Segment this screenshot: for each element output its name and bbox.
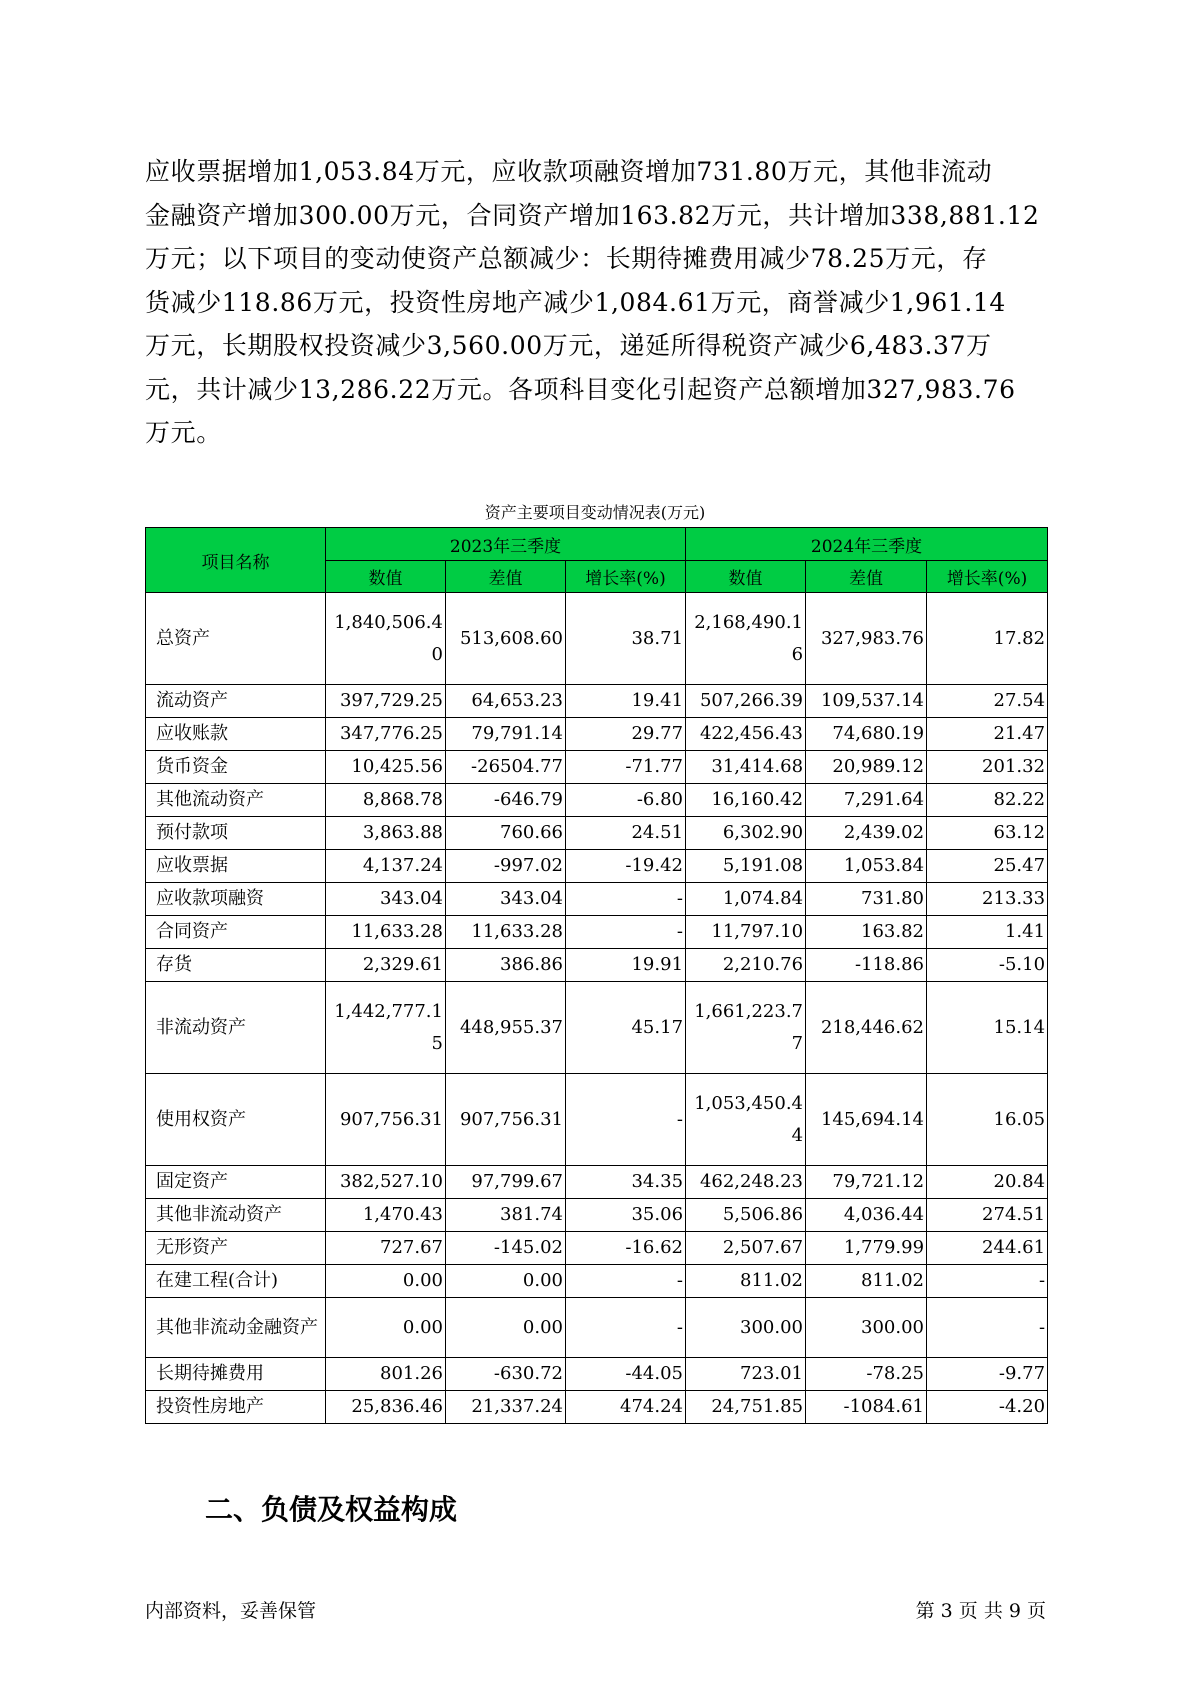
row-cell-d23: 11,633.28 [446,916,566,949]
row-cell-r24: 21.47 [927,718,1048,751]
row-cell-r24: 274.51 [927,1199,1048,1232]
table-row [146,1199,1048,1232]
row-cell-v24: 723.01 [686,1358,806,1391]
row-item-name: 在建工程(合计) [146,1265,326,1298]
rate-header: 增长率(%) [566,561,686,593]
row-cell-d23: 343.04 [446,883,566,916]
row-item-name: 其他非流动资产 [146,1199,326,1232]
period-2023-header: 2023年三季度 [326,528,686,561]
row-item-name: 应收账款 [146,718,326,751]
row-cell-r23: 34.35 [566,1166,686,1199]
row-cell-r24: 1.41 [927,916,1048,949]
row-cell-d23: 97,799.67 [446,1166,566,1199]
row-cell-r23: -6.80 [566,784,686,817]
row-cell-d23: -630.72 [446,1358,566,1391]
row-cell-d24: 109,537.14 [806,685,927,718]
table-row [146,718,1048,751]
row-cell-r23: -71.77 [566,751,686,784]
row-cell-d23: 0.00 [446,1298,566,1358]
row-cell-v23: 397,729.25 [326,685,446,718]
row-cell-v23: 8,868.78 [326,784,446,817]
row-cell-v23: 10,425.56 [326,751,446,784]
row-cell-d24: 7,291.64 [806,784,927,817]
header-row-periods [146,528,1048,561]
row-cell-v23: 1,442,777.15 [326,982,446,1074]
row-cell-v24: 16,160.42 [686,784,806,817]
row-cell-r24: 25.47 [927,850,1048,883]
row-cell-d23: -26504.77 [446,751,566,784]
row-cell-v24: 6,302.90 [686,817,806,850]
row-cell-v24: 5,506.86 [686,1199,806,1232]
row-cell-d23: 907,756.31 [446,1074,566,1166]
row-cell-r23: -44.05 [566,1358,686,1391]
paragraph-line: 万元。 [145,418,222,447]
row-cell-v23: 1,840,506.40 [326,593,446,685]
row-cell-r23: - [566,1265,686,1298]
row-cell-v23: 1,470.43 [326,1199,446,1232]
row-cell-d24: -78.25 [806,1358,927,1391]
row-item-name: 长期待摊费用 [146,1358,326,1391]
row-cell-v24: 300.00 [686,1298,806,1358]
row-item-name: 无形资产 [146,1232,326,1265]
row-cell-d24: 79,721.12 [806,1166,927,1199]
row-cell-d24: 163.82 [806,916,927,949]
row-item-name: 固定资产 [146,1166,326,1199]
row-cell-r24: 20.84 [927,1166,1048,1199]
row-cell-d23: 448,955.37 [446,982,566,1074]
row-cell-v23: 347,776.25 [326,718,446,751]
row-cell-v24: 507,266.39 [686,685,806,718]
row-cell-v23: 382,527.10 [326,1166,446,1199]
row-cell-d23: -646.79 [446,784,566,817]
row-cell-v23: 25,836.46 [326,1391,446,1424]
row-cell-d23: 386.86 [446,949,566,982]
row-cell-r24: 16.05 [927,1074,1048,1166]
table-row [146,784,1048,817]
row-cell-v24: 1,074.84 [686,883,806,916]
row-cell-r24: 213.33 [927,883,1048,916]
row-cell-d23: 381.74 [446,1199,566,1232]
row-cell-v24: 1,661,223.77 [686,982,806,1074]
asset-change-table [145,527,1048,1424]
row-item-name: 应收款项融资 [146,883,326,916]
row-cell-r23: - [566,916,686,949]
row-cell-v23: 4,137.24 [326,850,446,883]
row-cell-v24: 11,797.10 [686,916,806,949]
row-item-name: 存货 [146,949,326,982]
row-cell-d24: 1,779.99 [806,1232,927,1265]
row-cell-v23: 907,756.31 [326,1074,446,1166]
row-cell-r24: 63.12 [927,817,1048,850]
table-row [146,1232,1048,1265]
value-header: 数值 [326,561,446,593]
row-cell-v24: 811.02 [686,1265,806,1298]
row-item-name: 投资性房地产 [146,1391,326,1424]
row-cell-v23: 0.00 [326,1265,446,1298]
row-cell-v24: 462,248.23 [686,1166,806,1199]
row-cell-d24: 811.02 [806,1265,927,1298]
row-cell-d23: 0.00 [446,1265,566,1298]
row-cell-d23: 64,653.23 [446,685,566,718]
row-cell-d24: 145,694.14 [806,1074,927,1166]
table-caption: 资产主要项目变动情况表(万元) [484,503,706,522]
value-header: 数值 [686,561,806,593]
row-cell-v23: 343.04 [326,883,446,916]
table-body [146,593,1048,1424]
row-cell-d24: -118.86 [806,949,927,982]
table-row [146,1298,1048,1358]
row-item-name: 非流动资产 [146,982,326,1074]
item-name-header: 项目名称 [146,528,326,593]
table-row [146,949,1048,982]
row-cell-r24: -5.10 [927,949,1048,982]
row-cell-r23: - [566,1074,686,1166]
section-heading: 二、负债及权益构成 [205,1493,458,1526]
row-cell-r24: -4.20 [927,1391,1048,1424]
row-cell-d24: 327,983.76 [806,593,927,685]
row-cell-v24: 2,210.76 [686,949,806,982]
body-paragraph [145,150,1045,455]
paragraph-line: 元，共计减少13,286.22万元。各项科目变化引起资产总额增加327,983.76 [145,374,1016,404]
row-cell-v23: 801.26 [326,1358,446,1391]
row-cell-r23: -19.42 [566,850,686,883]
row-cell-r23: 19.91 [566,949,686,982]
row-cell-r23: 38.71 [566,593,686,685]
table-row [146,751,1048,784]
row-cell-r23: 45.17 [566,982,686,1074]
row-cell-r23: - [566,883,686,916]
row-cell-r23: 19.41 [566,685,686,718]
row-item-name: 合同资产 [146,916,326,949]
row-cell-d24: 2,439.02 [806,817,927,850]
paragraph-line: 万元，长期股权投资减少3,560.00万元，递延所得税资产减少6,483.37万 [145,331,992,360]
row-cell-r23: - [566,1298,686,1358]
row-cell-d24: 218,446.62 [806,982,927,1074]
row-item-name: 预付款项 [146,817,326,850]
row-cell-d24: 4,036.44 [806,1199,927,1232]
row-cell-v24: 24,751.85 [686,1391,806,1424]
row-cell-v23: 11,633.28 [326,916,446,949]
row-cell-r24: 244.61 [927,1232,1048,1265]
row-cell-r24: 27.54 [927,685,1048,718]
paragraph-line: 应收票据增加1,053.84万元，应收款项融资增加731.80万元，其他非流动 [145,157,993,186]
table-row [146,1358,1048,1391]
table-row [146,1074,1048,1166]
row-cell-d24: 731.80 [806,883,927,916]
row-cell-v24: 2,507.67 [686,1232,806,1265]
row-cell-d23: -145.02 [446,1232,566,1265]
table-row [146,1265,1048,1298]
row-item-name: 货币资金 [146,751,326,784]
row-cell-v24: 31,414.68 [686,751,806,784]
footer-page-number: 第 3 页 共 9 页 [915,1600,1046,1622]
row-cell-v24: 5,191.08 [686,850,806,883]
row-cell-v23: 727.67 [326,1232,446,1265]
diff-header: 差值 [446,561,566,593]
row-cell-r24: - [927,1265,1048,1298]
table-row [146,817,1048,850]
table-row [146,685,1048,718]
rate-header: 增长率(%) [927,561,1048,593]
row-item-name: 应收票据 [146,850,326,883]
row-cell-r24: 82.22 [927,784,1048,817]
row-cell-d24: 1,053.84 [806,850,927,883]
row-cell-r24: 15.14 [927,982,1048,1074]
row-cell-d23: 760.66 [446,817,566,850]
row-cell-v24: 1,053,450.44 [686,1074,806,1166]
row-cell-r23: 24.51 [566,817,686,850]
table-row [146,982,1048,1074]
row-item-name: 其他非流动金融资产 [146,1298,326,1358]
paragraph-line: 万元；以下项目的变动使资产总额减少：长期待摊费用减少78.25万元，存 [145,244,988,273]
table-row [146,593,1048,685]
row-cell-v23: 2,329.61 [326,949,446,982]
row-cell-v24: 422,456.43 [686,718,806,751]
table-row [146,1391,1048,1424]
table-row [146,850,1048,883]
row-cell-r23: 35.06 [566,1199,686,1232]
row-item-name: 流动资产 [146,685,326,718]
row-cell-d23: 21,337.24 [446,1391,566,1424]
row-item-name: 其他流动资产 [146,784,326,817]
table-row [146,883,1048,916]
diff-header: 差值 [806,561,927,593]
row-cell-v23: 0.00 [326,1298,446,1358]
row-cell-r24: 201.32 [927,751,1048,784]
row-cell-r23: -16.62 [566,1232,686,1265]
row-cell-d24: 20,989.12 [806,751,927,784]
table-row [146,1166,1048,1199]
row-item-name: 使用权资产 [146,1074,326,1166]
row-cell-d23: 79,791.14 [446,718,566,751]
period-2024-header: 2024年三季度 [686,528,1048,561]
row-cell-r23: 29.77 [566,718,686,751]
row-cell-d24: 300.00 [806,1298,927,1358]
table-row [146,916,1048,949]
row-cell-r24: -9.77 [927,1358,1048,1391]
row-item-name: 总资产 [146,593,326,685]
row-cell-r23: 474.24 [566,1391,686,1424]
row-cell-d23: 513,608.60 [446,593,566,685]
row-cell-d24: 74,680.19 [806,718,927,751]
row-cell-v23: 3,863.88 [326,817,446,850]
row-cell-r24: - [927,1298,1048,1358]
row-cell-v24: 2,168,490.16 [686,593,806,685]
paragraph-line: 金融资产增加300.00万元，合同资产增加163.82万元，共计增加338,881.12 [145,200,1040,230]
row-cell-r24: 17.82 [927,593,1048,685]
paragraph-line: 货减少118.86万元，投资性房地产减少1,084.61万元，商誉减少1,961.14 [145,287,1006,317]
row-cell-d24: -1084.61 [806,1391,927,1424]
footer-confidential: 内部资料，妥善保管 [145,1600,317,1622]
row-cell-d23: -997.02 [446,850,566,883]
